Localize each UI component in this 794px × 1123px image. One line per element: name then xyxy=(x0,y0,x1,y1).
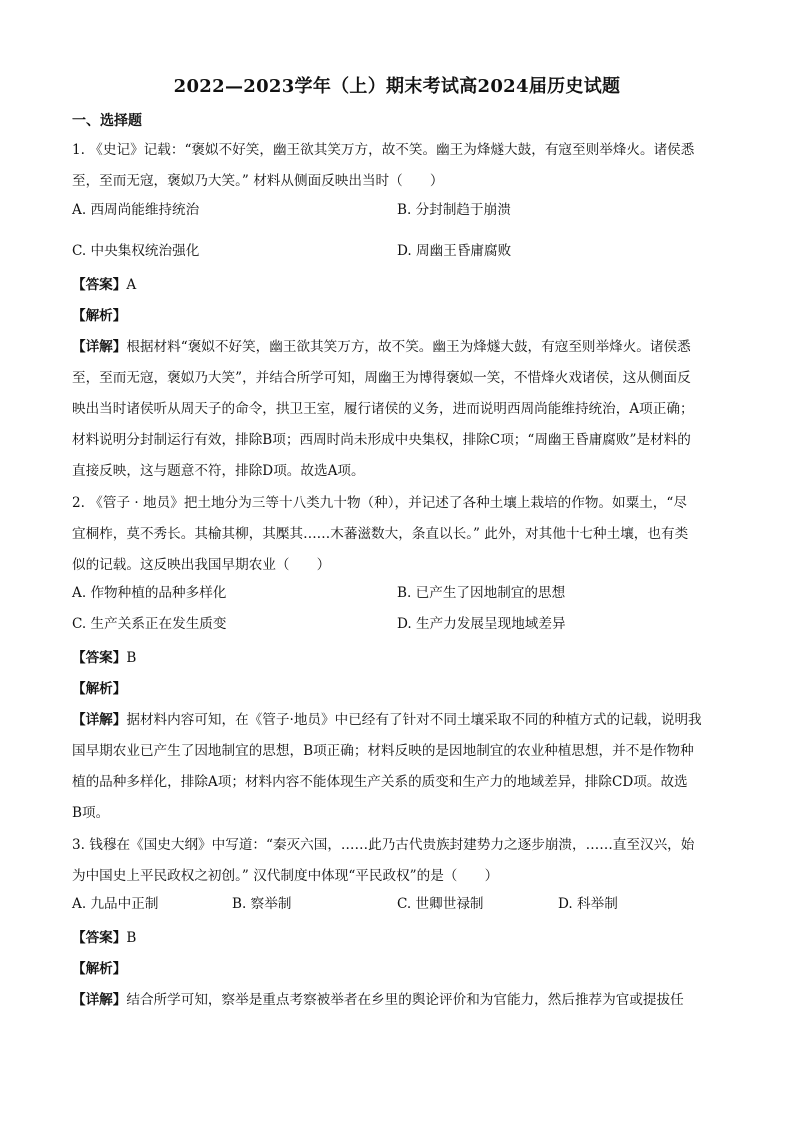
question-line: 至，至而无寇，褒姒乃大笑。” 材料从侧面反映出当时（ ） xyxy=(72,173,444,189)
question-3-stem xyxy=(72,830,722,892)
answer-line xyxy=(72,643,722,674)
analysis-label: 【解析】 xyxy=(72,308,127,324)
answer-label: 【答案】 xyxy=(72,277,127,293)
option-d: D. 科举制 xyxy=(558,896,618,912)
option-a: A. 西周尚能维持统治 xyxy=(72,202,200,218)
option-d: D. 生产力发展呈现地域差异 xyxy=(397,616,566,632)
question-line: 3. 钱穆在《国史大纲》中写道：“秦灭六国，……此乃古代贵族封建势力之逐步崩溃，……直至汉兴，始 xyxy=(72,837,695,853)
analysis-label: 【解析】 xyxy=(72,681,127,697)
question-1-options-row-2 xyxy=(72,239,722,270)
detail-label: 【详解】 xyxy=(72,339,127,355)
answer-value: B xyxy=(126,930,137,946)
question-2-options-row-1 xyxy=(72,581,722,612)
detail-line: 材料说明分封制运行有效，排除B项；西周时尚未形成中央集权，排除C项；“周幽王昏庸腐败”是材料的 xyxy=(72,432,691,448)
option-a: A. 九品中正制 xyxy=(72,896,159,912)
detail-line: 直接反映，这与题意不符，排除D项。故选A项。 xyxy=(72,463,365,479)
analysis-label-line xyxy=(72,954,722,985)
question-3-solution xyxy=(72,923,722,1016)
option-b: B. 已产生了因地制宜的思想 xyxy=(397,585,566,601)
option-c: C. 生产关系正在发生质变 xyxy=(72,616,227,632)
detail-line xyxy=(72,332,722,363)
detail-text: 根据材料“褒姒不好笑，幽王欲其笑万方，故不笑。幽王为烽燧大鼓，有寇至则举烽火。诸侯悉 xyxy=(126,339,691,355)
question-line: 宜桐柞，莫不秀长。其榆其柳，其檿其……木蕃滋数大，条直以长。” 此外，对其他十七种土壤，也有类 xyxy=(72,526,689,542)
option-c: C. 世卿世禄制 xyxy=(397,896,484,912)
option-b: B. 分封制趋于崩溃 xyxy=(397,202,511,218)
question-1-solution xyxy=(72,270,722,487)
detail-line: 映出当时诸侯听从周天子的命令，拱卫王室，履行诸侯的义务，进而说明西周尚能维持统治，A项正确； xyxy=(72,401,694,417)
question-2-options-row-2 xyxy=(72,612,722,643)
page-title: 2022—2023学年（上）期末考试高2024届历史试题 xyxy=(173,76,621,97)
option-a: A. 作物种植的品种多样化 xyxy=(72,585,227,601)
detail-label: 【详解】 xyxy=(72,712,127,728)
answer-line xyxy=(72,270,722,301)
question-1-options-row-1 xyxy=(72,198,722,229)
question-line: 1. 《史记》记载：“褒姒不好笑，幽王欲其笑万方，故不笑。幽王为烽燧大鼓，有寇至则举烽火。诸侯悉 xyxy=(72,142,695,158)
answer-value: B xyxy=(126,650,137,666)
answer-value: A xyxy=(126,277,137,293)
question-line: 为中国史上平民政权之初创。” 汉代制度中体现“平民政权”的是（ ） xyxy=(72,868,499,884)
detail-line xyxy=(72,985,722,1016)
answer-label: 【答案】 xyxy=(72,930,127,946)
question-2-stem xyxy=(72,488,722,581)
question-1-stem xyxy=(72,135,722,197)
question-2-solution xyxy=(72,643,722,829)
option-c: C. 中央集权统治强化 xyxy=(72,243,200,259)
option-b: B. 察举制 xyxy=(232,896,292,912)
detail-line xyxy=(72,705,722,736)
detail-text: 结合所学可知，察举是重点考察被举者在乡里的舆论评价和为官能力，然后推荐为官或提拔任 xyxy=(126,992,684,1008)
analysis-label-line xyxy=(72,301,722,332)
detail-line: 国早期农业已产生了因地制宜的思想，B项正确；材料反映的是因地制宜的农业种植思想，并不是作物种 xyxy=(72,743,694,759)
detail-label: 【详解】 xyxy=(72,992,127,1008)
detail-line: B项。 xyxy=(72,805,110,821)
analysis-label-line xyxy=(72,674,722,705)
option-d: D. 周幽王昏庸腐败 xyxy=(397,243,512,259)
detail-text: 据材料内容可知，在《管子·地员》中已经有了针对不同土壤采取不同的种植方式的记载，说明我 xyxy=(126,712,702,728)
question-line: 似的记载。这反映出我国早期农业（ ） xyxy=(72,557,331,573)
section-heading: 一、选择题 xyxy=(72,113,142,129)
answer-label: 【答案】 xyxy=(72,650,127,666)
detail-line: 至，至而无寇，褒姒乃大笑”，并结合所学可知，周幽王为博得褒姒一笑，不惜烽火戏诸侯，这从侧面反 xyxy=(72,370,691,386)
answer-line xyxy=(72,923,722,954)
analysis-label: 【解析】 xyxy=(72,961,127,977)
question-line: 2. 《管子 · 地员》把土地分为三等十八类九十物（种），并记述了各种土壤上栽培的作物。如粟土，“尽 xyxy=(72,495,687,511)
question-3-options-row xyxy=(72,892,722,923)
detail-line: 植的品种多样化，排除A项；材料内容不能体现生产关系的质变和生产力的地域差异，排除CD项。故选 xyxy=(72,774,688,790)
